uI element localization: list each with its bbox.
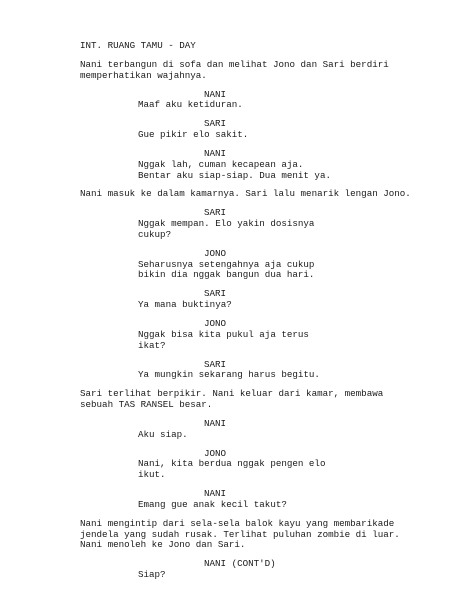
dialogue-line: Ya mana buktinya? — [138, 299, 232, 311]
action-line: Nani menoleh ke Jono dan Sari. — [80, 539, 246, 551]
character-cue: JONO — [204, 318, 227, 329]
dialogue-line: Emang gue anak kecil takut? — [138, 498, 287, 510]
character-cue: SARI — [204, 118, 227, 130]
character-cue: JONO — [204, 447, 227, 459]
dialogue-line: cukup? — [138, 228, 172, 240]
dialogue-line: Nggak mempan. Elo yakin dosisnya — [138, 218, 315, 230]
action-line: Nani terbangun di sofa dan melihat Jono dan Sari berdiri — [80, 58, 389, 70]
action-line: Nani mengintip dari sela-sela balok kayu yang membarikade — [80, 517, 395, 529]
scene-heading: INT. RUANG TAMU - DAY — [80, 40, 196, 51]
dialogue-line: Seharusnya setengahnya aja cukup — [138, 258, 315, 270]
action-line: Nani masuk ke dalam kamarnya. Sari lalu menarik lengan Jono. — [80, 188, 411, 200]
dialogue-line: Siap? — [138, 569, 166, 580]
character-cue: NANI — [204, 148, 227, 159]
dialogue-line: Aku siap. — [138, 428, 188, 440]
action-line: sebuah TAS RANSEL besar. — [80, 399, 213, 410]
character-cue: NANI — [204, 88, 227, 100]
action-line: Sari terlihat berpikir. Nani keluar dari kamar, membawa — [80, 388, 384, 400]
character-cue: SARI — [204, 288, 227, 300]
action-line: memperhatikan wajahnya. — [80, 69, 207, 81]
dialogue-line: Gue pikir elo sakit. — [138, 129, 249, 141]
action-line: jendela yang sudah rusak. Terlihat puluhan zombie di luar. — [80, 528, 400, 540]
dialogue-line: Nggak bisa kita pukul aja terus — [138, 328, 309, 340]
dialogue-line: Nggak lah, cuman kecapean aja. — [138, 158, 304, 170]
character-cue: SARI — [204, 358, 227, 370]
dialogue-line: Ya mungkin sekarang harus begitu. — [138, 369, 320, 381]
dialogue-line: Nani, kita berdua nggak pengen elo — [138, 458, 326, 470]
character-cue: SARI — [204, 207, 227, 219]
character-cue: NANI — [204, 488, 227, 499]
character-cue: NANI (CONT'D) — [204, 558, 276, 570]
character-cue: JONO — [204, 247, 227, 259]
dialogue-line: ikut. — [138, 469, 166, 481]
character-cue: NANI — [204, 417, 227, 429]
dialogue-line: Maaf aku ketiduran. — [138, 99, 243, 111]
dialogue-line: Bentar aku siap-siap. Dua menit ya. — [138, 169, 331, 181]
dialogue-line: ikat? — [138, 339, 166, 351]
dialogue-line: bikin dia nggak bangun dua hari. — [138, 269, 315, 281]
